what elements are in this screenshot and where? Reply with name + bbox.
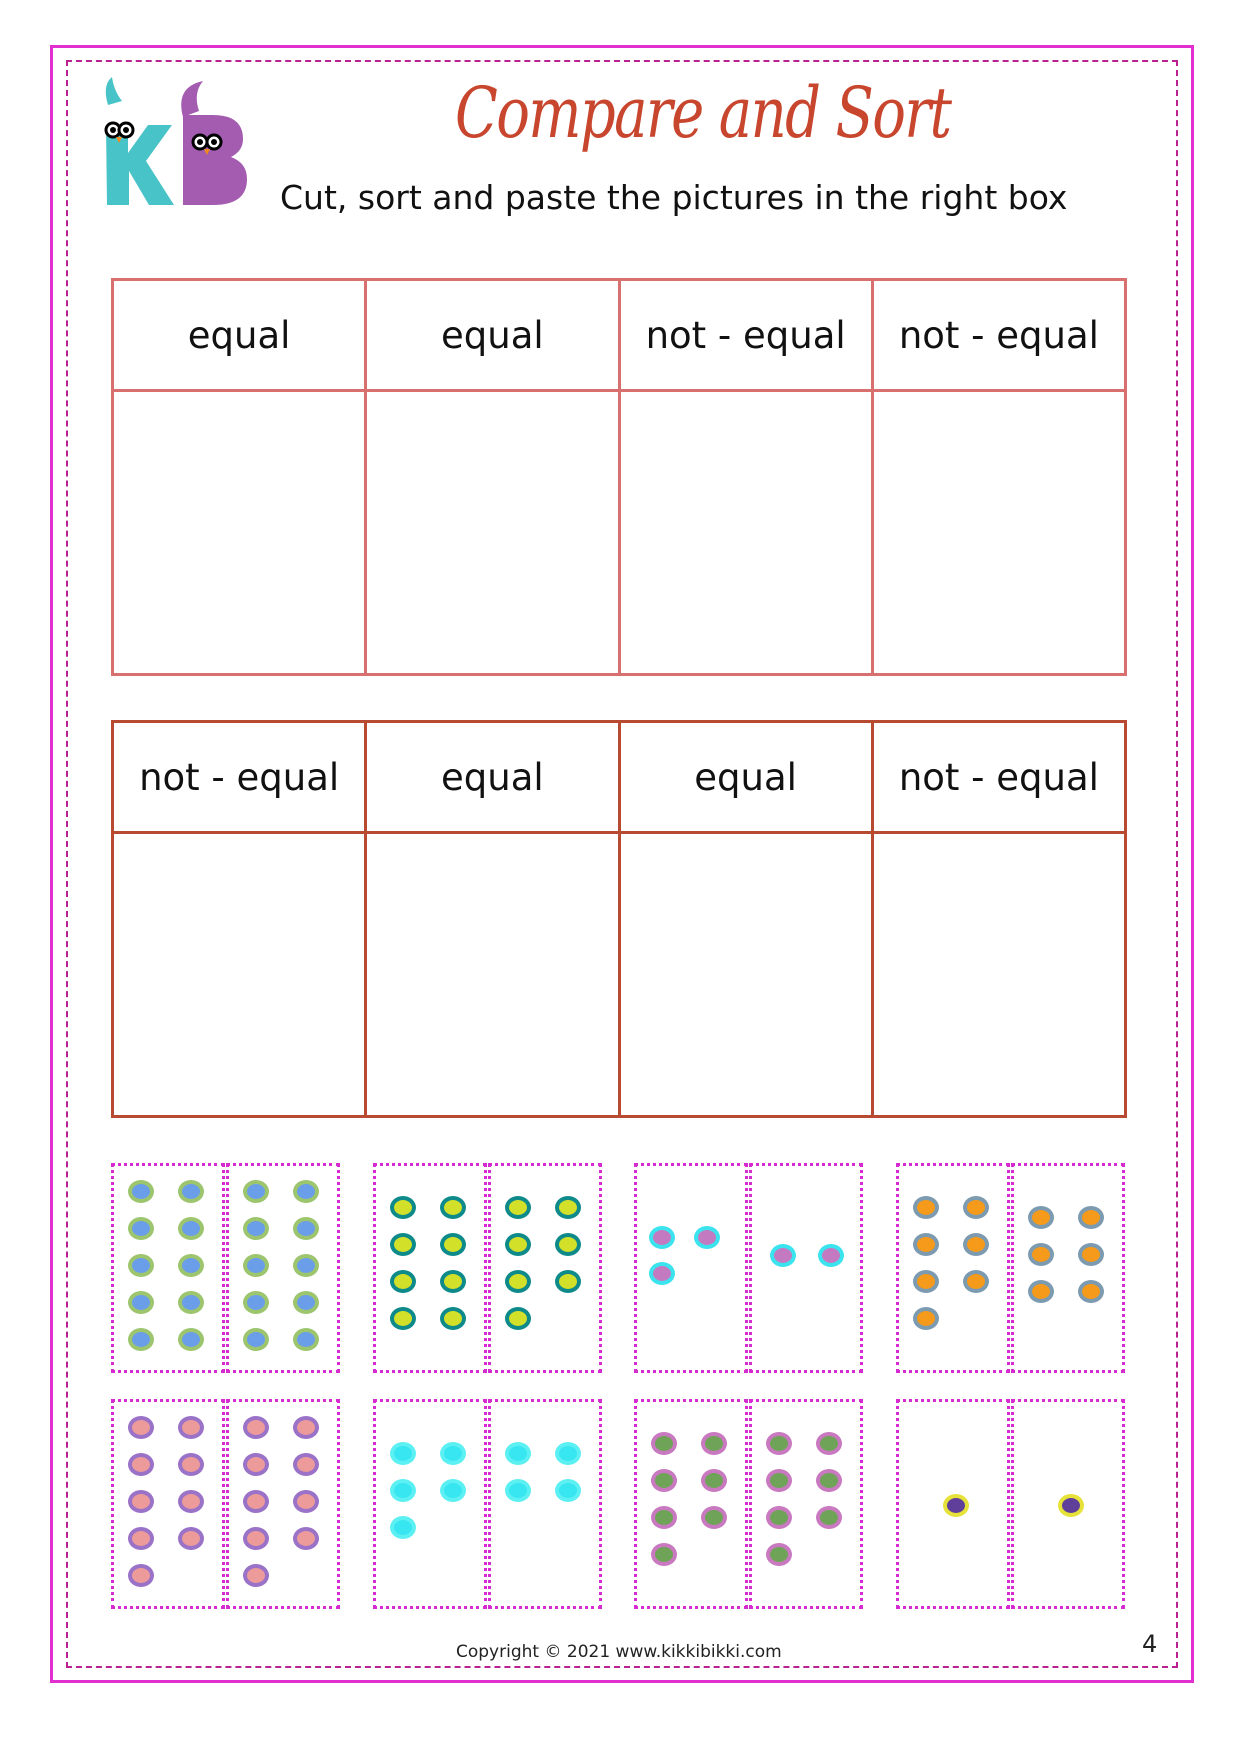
counting-dot: [816, 1469, 842, 1492]
column-header: not - equal: [113, 722, 366, 833]
page-number: 4: [1142, 1630, 1158, 1658]
counting-dot: [1028, 1280, 1054, 1303]
paste-box[interactable]: [366, 833, 619, 1117]
counting-dot: [1078, 1280, 1104, 1303]
counting-dot: [178, 1527, 204, 1550]
counting-dot: [440, 1196, 466, 1219]
counting-dot: [243, 1416, 269, 1439]
column-header: not - equal: [872, 722, 1125, 833]
counting-dot: [293, 1254, 319, 1277]
counting-dot: [390, 1307, 416, 1330]
counting-dot: [766, 1543, 792, 1566]
counting-dot: [651, 1432, 677, 1455]
dot-card-left-half: [896, 1399, 1010, 1609]
counting-dot: [943, 1494, 969, 1517]
counting-dot: [505, 1479, 531, 1502]
paste-box[interactable]: [113, 391, 366, 675]
counting-dot: [293, 1453, 319, 1476]
counting-dot: [243, 1291, 269, 1314]
counting-dot: [293, 1416, 319, 1439]
counting-dot: [555, 1479, 581, 1502]
copyright: Copyright © 2021 www.kikkibikki.com: [456, 1642, 782, 1662]
counting-dot: [766, 1432, 792, 1455]
counting-dot: [651, 1506, 677, 1529]
counting-dot: [913, 1307, 939, 1330]
counting-dot: [913, 1196, 939, 1219]
counting-dot: [694, 1226, 720, 1249]
counting-dot: [555, 1233, 581, 1256]
counting-dot: [390, 1270, 416, 1293]
instructions: Cut, sort and paste the pictures in the right box: [280, 178, 1068, 217]
counting-dot: [440, 1270, 466, 1293]
counting-dot: [555, 1442, 581, 1465]
dot-card-right-half: [749, 1399, 863, 1609]
dot-card[interactable]: [634, 1163, 867, 1375]
dot-card-left-half: [111, 1399, 225, 1609]
column-header: equal: [619, 722, 872, 833]
counting-dot: [818, 1244, 844, 1267]
dot-card-left-half: [373, 1163, 487, 1373]
counting-dot: [178, 1328, 204, 1351]
counting-dot: [178, 1416, 204, 1439]
counting-dot: [440, 1442, 466, 1465]
counting-dot: [128, 1291, 154, 1314]
counting-dot: [178, 1291, 204, 1314]
dot-card[interactable]: [634, 1399, 867, 1611]
counting-dot: [1078, 1243, 1104, 1266]
counting-dot: [1058, 1494, 1084, 1517]
counting-dot: [1028, 1206, 1054, 1229]
dot-card[interactable]: [373, 1163, 606, 1375]
counting-dot: [243, 1453, 269, 1476]
counting-dot: [128, 1453, 154, 1476]
counting-dot: [1028, 1243, 1054, 1266]
counting-dot: [766, 1469, 792, 1492]
counting-dot: [1078, 1206, 1104, 1229]
dot-card-left-half: [634, 1163, 748, 1373]
counting-dot: [701, 1469, 727, 1492]
kb-logo: [88, 75, 248, 210]
counting-dot: [701, 1506, 727, 1529]
counting-dot: [913, 1270, 939, 1293]
counting-dot: [505, 1196, 531, 1219]
counting-dot: [963, 1270, 989, 1293]
column-header: not - equal: [872, 280, 1125, 391]
counting-dot: [128, 1254, 154, 1277]
dot-card-left-half: [111, 1163, 225, 1373]
dot-card-right-half: [1011, 1399, 1125, 1609]
counting-dot: [766, 1506, 792, 1529]
paste-box[interactable]: [366, 391, 619, 675]
dot-card[interactable]: [111, 1399, 344, 1611]
dot-card[interactable]: [111, 1163, 344, 1375]
column-header: not - equal: [619, 280, 872, 391]
paste-box[interactable]: [619, 833, 872, 1117]
counting-dot: [293, 1328, 319, 1351]
counting-dot: [816, 1432, 842, 1455]
counting-dot: [178, 1490, 204, 1513]
dot-card-right-half: [226, 1399, 340, 1609]
counting-dot: [293, 1180, 319, 1203]
dot-card-left-half: [373, 1399, 487, 1609]
dot-card-right-half: [226, 1163, 340, 1373]
sort-table-2: [111, 720, 1127, 1118]
counting-dot: [770, 1244, 796, 1267]
counting-dot: [178, 1217, 204, 1240]
counting-dot: [128, 1564, 154, 1587]
dot-card-right-half: [488, 1399, 602, 1609]
counting-dot: [243, 1217, 269, 1240]
counting-dot: [555, 1196, 581, 1219]
counting-dot: [128, 1527, 154, 1550]
counting-dot: [963, 1233, 989, 1256]
counting-dot: [651, 1543, 677, 1566]
counting-dot: [816, 1506, 842, 1529]
dot-card[interactable]: [896, 1163, 1129, 1375]
counting-dot: [178, 1453, 204, 1476]
dot-card-right-half: [1011, 1163, 1125, 1373]
counting-dot: [505, 1233, 531, 1256]
counting-dot: [293, 1490, 319, 1513]
dot-card-right-half: [749, 1163, 863, 1373]
dot-card[interactable]: [896, 1399, 1129, 1611]
counting-dot: [505, 1442, 531, 1465]
counting-dot: [128, 1490, 154, 1513]
counting-dot: [128, 1180, 154, 1203]
sort-table-1: [111, 278, 1127, 676]
counting-dot: [963, 1196, 989, 1219]
counting-dot: [243, 1490, 269, 1513]
paste-box[interactable]: [872, 833, 1125, 1117]
counting-dot: [649, 1226, 675, 1249]
counting-dot: [390, 1233, 416, 1256]
counting-dot: [649, 1262, 675, 1285]
counting-dot: [178, 1180, 204, 1203]
paste-box[interactable]: [113, 833, 366, 1117]
counting-dot: [390, 1442, 416, 1465]
counting-dot: [505, 1307, 531, 1330]
counting-dot: [128, 1416, 154, 1439]
counting-dot: [178, 1254, 204, 1277]
counting-dot: [440, 1233, 466, 1256]
counting-dot: [293, 1217, 319, 1240]
counting-dot: [701, 1432, 727, 1455]
counting-dot: [243, 1254, 269, 1277]
counting-dot: [440, 1307, 466, 1330]
counting-dot: [651, 1469, 677, 1492]
dot-card-left-half: [634, 1399, 748, 1609]
counting-dot: [243, 1180, 269, 1203]
counting-dot: [128, 1328, 154, 1351]
counting-dot: [390, 1479, 416, 1502]
counting-dot: [555, 1270, 581, 1293]
counting-dot: [440, 1479, 466, 1502]
counting-dot: [505, 1270, 531, 1293]
dot-card-left-half: [896, 1163, 1010, 1373]
counting-dot: [243, 1564, 269, 1587]
column-header: equal: [366, 722, 619, 833]
counting-dot: [243, 1328, 269, 1351]
column-header: equal: [366, 280, 619, 391]
paste-box[interactable]: [872, 391, 1125, 675]
paste-box[interactable]: [619, 391, 872, 675]
counting-dot: [128, 1217, 154, 1240]
counting-dot: [390, 1516, 416, 1539]
dot-card[interactable]: [373, 1399, 606, 1611]
page-title: Compare and Sort: [455, 72, 951, 154]
counting-dot: [243, 1527, 269, 1550]
counting-dot: [293, 1527, 319, 1550]
counting-dot: [913, 1233, 939, 1256]
counting-dot: [293, 1291, 319, 1314]
counting-dot: [390, 1196, 416, 1219]
dot-card-right-half: [488, 1163, 602, 1373]
column-header: equal: [113, 280, 366, 391]
